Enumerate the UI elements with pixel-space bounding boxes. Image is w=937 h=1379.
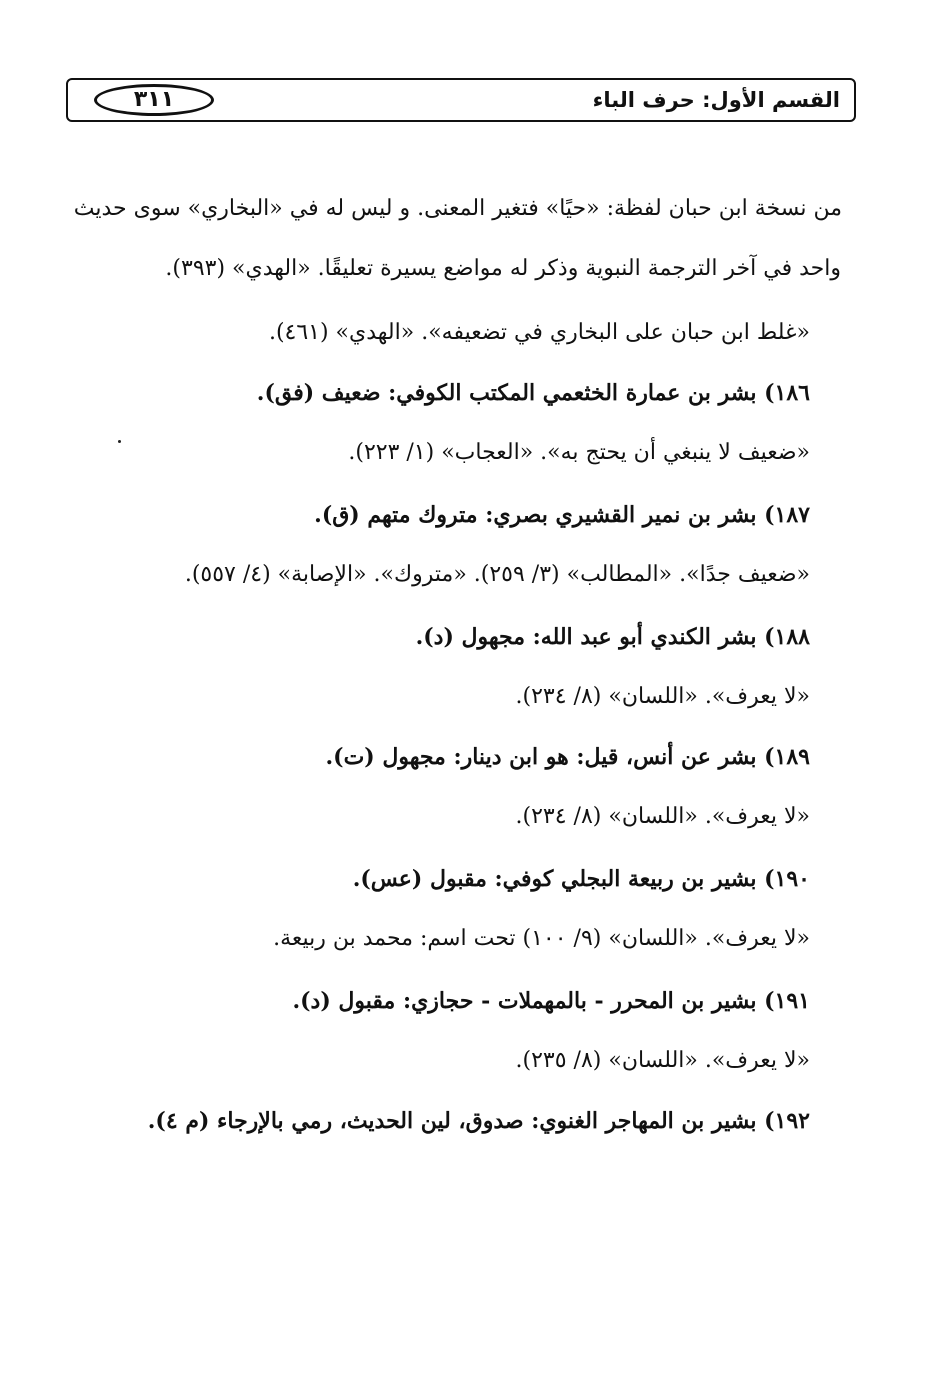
- note-186: «ضعيف لا ينبغي أن يحتج به». «العجاب» (١/ ٢٢٣).: [348, 440, 810, 465]
- entry-192: ١٩٢) بشير بن المهاجر الغنوي: صدوق، لين الحديث، رمي بالإرجاء (م ٤).: [147, 1108, 810, 1134]
- entry-188: ١٨٨) بشر الكندي أبو عبد الله: مجهول (د).: [415, 624, 810, 650]
- section-title: القسم الأول: حرف الباء: [592, 88, 840, 112]
- note-190: «لا يعرف». «اللسان» (٩/ ١٠٠) تحت اسم: محمد بن ربيعة.: [273, 926, 810, 951]
- text-line-2: واحد في آخر الترجمة النبوية وذكر له مواضع يسيرة تعليقًا. «الهدي» (٣٩٣).: [165, 256, 841, 281]
- note-191: «لا يعرف». «اللسان» (٨/ ٢٣٥).: [515, 1048, 810, 1073]
- entry-190: ١٩٠) بشير بن ربيعة البجلي كوفي: مقبول (عس).: [352, 866, 810, 892]
- page-header: [66, 78, 856, 122]
- entry-189: ١٨٩) بشر عن أنس، قيل: هو ابن دينار: مجهول (ت).: [325, 744, 810, 770]
- note-188: «لا يعرف». «اللسان» (٨/ ٢٣٤).: [515, 684, 810, 709]
- note-187: «ضعيف جدًا». «المطالب» (٣/ ٢٥٩). «متروك». «الإصابة» (٤/ ٥٥٧).: [184, 562, 810, 587]
- page-number: ٣١١: [94, 84, 214, 116]
- note-189: «لا يعرف». «اللسان» (٨/ ٢٣٤).: [515, 804, 810, 829]
- entry-186: ١٨٦) بشر بن عمارة الخثعمي المكتب الكوفي: ضعيف (فق).: [256, 380, 810, 406]
- entry-191: ١٩١) بشير بن المحرر - بالمهملات - حجازي: مقبول (د).: [292, 988, 810, 1014]
- text-line-1: من نسخة ابن حبان لفظة: «حيًا» فتغير المعنى. و ليس له في «البخاري» سوى حديث: [73, 196, 842, 221]
- note-line: «غلط ابن حبان على البخاري في تضعيفه». «الهدي» (٤٦١).: [268, 320, 810, 345]
- speck-mark: [118, 440, 121, 443]
- entry-187: ١٨٧) بشر بن نمير القشيري بصري: متروك متهم (ق).: [314, 502, 810, 528]
